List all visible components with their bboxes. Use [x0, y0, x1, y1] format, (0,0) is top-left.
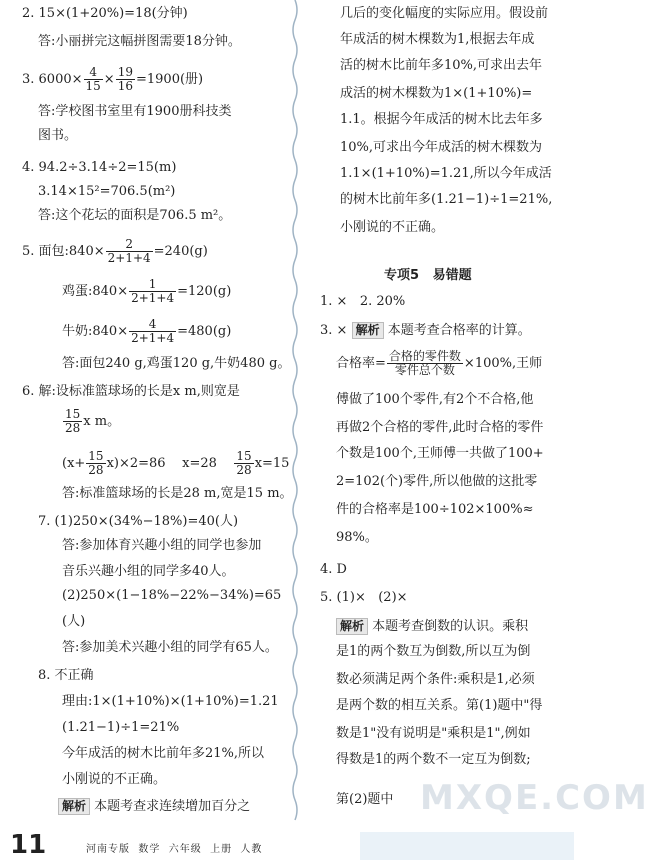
answer-5-line-3: 数必须满足两个条件:乘积是1,必须: [336, 672, 535, 687]
analysis-cont-line-2: 年成活的树木棵数为1,根据去年成: [340, 32, 535, 47]
answer-7-line-3: 音乐兴趣小组的同学多40人。: [62, 564, 235, 579]
answer-7-line-5: (人): [62, 614, 86, 629]
answer-8-line-2: 理由:1×(1+10%)×(1+10%)=1.21: [62, 694, 279, 709]
answer-5-line-7: 第(2)题中: [336, 792, 394, 807]
page-footer: [0, 826, 574, 860]
answer-7-line-1: 7. (1)250×(34%−18%)=40(人): [38, 514, 239, 529]
analysis-cont-line-4: 成活的树木棵数为1×(1+10%)=: [340, 86, 533, 101]
answer-8-analysis: 解析 本题考查求连续增加百分之: [58, 798, 250, 815]
answer-3-line-1: 3. 6000× $\frac{4}{15}$ × $\frac{19}{16}$ =1900(册): [22, 65, 204, 93]
answer-6-equation: (x+ $\frac{15}{28}$ x)×2=86 x=28 $\frac{15}{28}$ x=15: [62, 449, 290, 477]
answer-3-line-2: 答:学校图书室里有1900册科技类: [38, 104, 232, 119]
answer-5-analysis: 解析 本题考查倒数的认识。乘积: [336, 618, 528, 635]
answer-5-line-4: 是两个数的相互关系。第(1)题中"得: [336, 698, 543, 713]
answer-1-2: 1. × 2. 20%: [320, 294, 406, 309]
pass-rate-formula: 合格率= $\frac{\text{合格的零件数}}{\text{零件总个数}}$ ×100%,王师: [336, 349, 543, 377]
answer-4-line-3: 答:这个花坛的面积是706.5 m²。: [38, 208, 232, 223]
answer-3-line-3: 图书。: [38, 128, 78, 143]
answer-2-line-1: 2. 15×(1+20%)=18(分钟): [22, 6, 188, 21]
answer-8-line-3: (1.21−1)÷1=21%: [62, 720, 180, 735]
answer-2-line-2: 答:小丽拼完这幅拼图需要18分钟。: [38, 34, 241, 49]
answer-4-line-1: 4. 94.2÷3.14÷2=15(m): [22, 160, 177, 175]
answer-5-line-6: 得数是1的两个数不一定互为倒数;: [336, 752, 531, 767]
answer-4-line-2: 3.14×15²=706.5(m²): [38, 184, 176, 199]
analysis-tag: 解析: [352, 322, 384, 339]
page-number: 11: [10, 830, 47, 860]
right-column: [300, 0, 574, 860]
answer-5-line-3: 牛奶:840× $\frac{4}{2+1+4}$ =480(g): [62, 317, 232, 345]
analysis-cont-line-8: 的树木比前年多(1.21−1)÷1=21%,: [340, 192, 553, 207]
analysis-cont-line-6: 10%,可求出今年成活的树木棵数为: [340, 140, 543, 155]
answer-4: 4. D: [320, 562, 347, 577]
column-divider: [290, 0, 300, 860]
answer-3-line-5: 2=102(个)零件,所以他做的这批零: [336, 474, 538, 489]
answer-3-line-6: 件的合格率是100÷102×100%≈: [336, 502, 534, 517]
left-column: [0, 0, 293, 860]
answer-6-line-1: 6. 解:设标准篮球场的长是x m,则宽是: [22, 384, 240, 399]
analysis-tag: 解析: [58, 798, 90, 815]
watermark: MXQE.COM: [420, 778, 649, 818]
analysis-cont-line-7: 1.1×(1+10%)=1.21,所以今年成活: [340, 166, 552, 181]
answer-7-line-2: 答:参加体育兴趣小组的同学也参加: [62, 538, 262, 553]
analysis-cont-line-3: 活的树木比前年多10%,可求出去年: [340, 58, 543, 73]
answer-3-line-7: 98%。: [336, 530, 378, 545]
answer-5: 5. (1)× (2)×: [320, 590, 408, 605]
analysis-tag: 解析: [336, 618, 368, 635]
answer-3-header: 3. × 解析 本题考查合格率的计算。: [320, 323, 531, 338]
answer-6-conclusion: 答:标准篮球场的长是28 m,宽是15 m。: [62, 486, 293, 501]
analysis-cont-line-5: 1.1。根据今年成活的树木比去年多: [340, 112, 543, 127]
answer-5-line-5: 数是1"没有说明是"乘积是1",例如: [336, 726, 531, 741]
answer-8-line-4: 今年成活的树木比前年多21%,所以: [62, 746, 265, 761]
answer-5-line-2: 鸡蛋:840× $\frac{1}{2+1+4}$ =120(g): [62, 277, 232, 305]
answer-5-line-1: 5. 面包:840× $\frac{2}{2+1+4}$ =240(g): [22, 237, 208, 265]
answer-5-line-2: 是1的两个数互为倒数,所以互为倒: [336, 644, 531, 659]
answer-7-line-4: (2)250×(1−18%−22%−34%)=65: [62, 588, 282, 603]
answer-3-line-2: 傅做了100个零件,有2个不合格,他: [336, 392, 534, 407]
answer-3-line-4: 个数是100个,王师傅一共做了100+: [336, 446, 544, 461]
analysis-cont-line-1: 几后的变化幅度的实际应用。假设前: [340, 6, 549, 21]
answer-5-conclusion: 答:面包240 g,鸡蛋120 g,牛奶480 g。: [62, 356, 291, 371]
answer-8-line-1: 8. 不正确: [38, 668, 94, 683]
analysis-cont-line-9: 小刚说的不正确。: [340, 220, 445, 235]
footer-text: 河南专版 数学 六年级 上册 人教: [86, 844, 263, 855]
answer-3-line-3: 再做2个合格的零件,此时合格的零件: [336, 420, 544, 435]
section-title: 专项5 易错题: [384, 268, 472, 283]
answer-6-line-2: $\frac{15}{28}$ x m。: [65, 407, 121, 435]
answer-8-line-5: 小刚说的不正确。: [62, 772, 167, 787]
answer-7-line-6: 答:参加美术兴趣小组的同学有65人。: [62, 640, 278, 655]
footer-strip: [360, 832, 574, 860]
